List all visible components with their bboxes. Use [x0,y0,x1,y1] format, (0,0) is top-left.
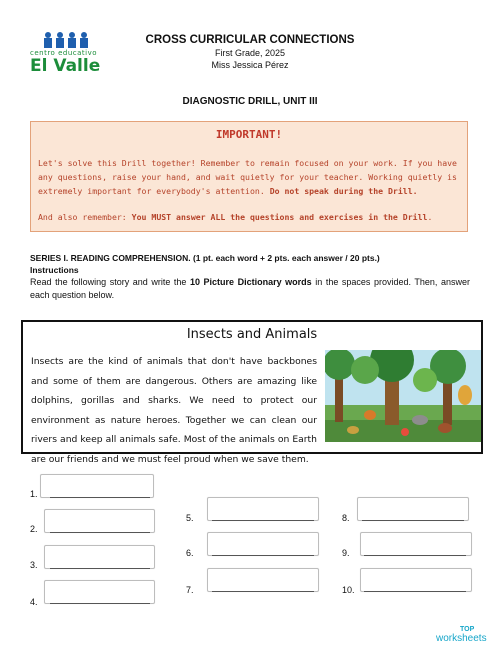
answer-number: 8. [342,513,350,523]
answer-line [212,520,314,521]
answer-box-3[interactable] [44,545,155,569]
answer-line [212,591,314,592]
answer-line [50,532,150,533]
important-text: . [427,212,433,222]
important-paragraph-2 [38,210,461,224]
answer-box-10[interactable] [360,568,472,592]
answer-box-4[interactable] [44,580,155,604]
answer-number: 5. [186,513,194,523]
forest-animals-illustration [325,350,481,442]
answer-number: 3. [30,560,38,570]
answer-number: 6. [186,548,194,558]
page-title: CROSS CURRICULAR CONNECTIONS [145,34,355,46]
answer-line [212,555,314,556]
answer-number: 4. [30,597,38,607]
answer-number: 7. [186,585,194,595]
answer-line [50,603,150,604]
story-text: Insects are the kind of animals that don't have backbones and some of them are dangerous. Others are amazing like dolphins, gorillas and sharks. We need to protect our environment as nature heroes. Together we can clean our rivers and keep all animals safe. Most of the animals on Earth are our friends and we must feel proud when we save them. [31,356,317,465]
brand-logo[interactable]: worksheets [436,633,487,644]
teacher-label: Miss Jessica Pérez [211,60,289,70]
answer-line [50,497,150,498]
answer-box-6[interactable] [207,532,319,556]
logo-subtitle: centro educativo [30,49,98,57]
answer-number: 9. [342,548,350,558]
important-text: Let's solve this Drill together! Remember to remain focused on your work. If you have any questions, raise your hand, and wait quietly for your teacher. Working quietly is extremely important for everybody's attention. [38,158,457,196]
instructions-text [30,276,470,302]
instructions-label: Instructions [30,265,79,275]
answer-number: 10. [342,585,355,595]
answer-number: 1. [30,489,38,499]
answer-line [362,520,464,521]
drill-title: DIAGNOSTIC DRILL, UNIT III [182,96,318,107]
instructions-emphasis: 10 Picture Dictionary words [189,277,312,287]
important-notice [30,121,468,232]
story-box [21,320,483,465]
answer-box-2[interactable] [44,509,155,533]
answer-line [50,568,150,569]
important-heading: IMPORTANT! [215,128,283,141]
answer-box-1[interactable] [40,474,154,498]
series-title: SERIES I. READING COMPREHENSION. (1 pt. each word + 2 pts. each answer / 20 pts.) [30,253,380,263]
answer-box-5[interactable] [207,497,319,521]
important-text: And also remember: [38,212,127,222]
important-warning: Do not speak during the Drill. [269,186,418,196]
important-paragraph-1 [38,156,461,198]
answer-line [364,591,466,592]
logo-name: El Valle [30,56,101,76]
important-warning: You MUST answer ALL the questions and exercises in the Drill [131,212,428,222]
answer-box-9[interactable] [360,532,472,556]
instructions-part: Read the following story and write the [30,277,187,287]
answer-number: 2. [30,524,38,534]
instructions-part: in the spaces provided. Then, answer each question below. [30,277,470,300]
answer-line [364,555,466,556]
grade-label: First Grade, 2025 [214,48,286,58]
story-title: Insects and Animals [186,327,318,342]
answer-box-8[interactable] [357,497,469,521]
brand-top-text: TOP [460,626,475,633]
answer-box-7[interactable] [207,568,319,592]
